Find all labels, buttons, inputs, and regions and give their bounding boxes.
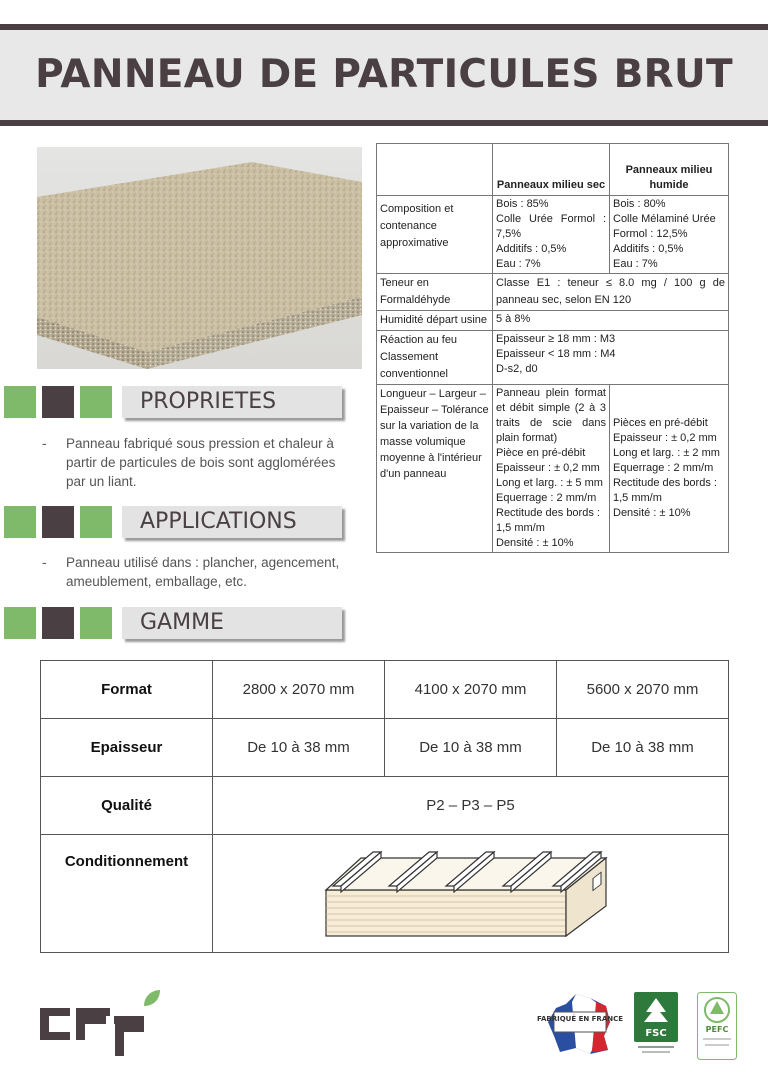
page-title: PANNEAU DE PARTICULES BRUT [35, 52, 733, 97]
conditionnement-illustration-cell [213, 835, 729, 953]
company-logo [40, 990, 160, 1058]
section-header-gamme [4, 607, 344, 641]
tolerance-humide-line: Equerrage : 2 mm/m Rectitude des bords : 1,5 mm/m [613, 462, 717, 504]
pefc-tree-icon [697, 992, 737, 1060]
cfp-logo-icon [40, 990, 160, 1058]
gamme-table [40, 660, 729, 953]
humidite-value: 5 à 8% [493, 311, 729, 331]
green-square-icon [80, 607, 112, 639]
composition-sec-line: Additifs : 0,5% [496, 243, 567, 255]
pallet-stack-illustration [321, 846, 621, 946]
green-square-icon [4, 607, 36, 639]
specifications-table [376, 143, 729, 553]
row-label-tolerance: Longueur – Largeur – Epaisseur – Tolérance sur la variation de la masse volumique moyenne à l'intérieur d'un panneau [377, 385, 493, 553]
qualite-value: P2 – P3 – P5 [213, 777, 729, 835]
pre-debit-title-sec: Pièce en pré-débit [496, 447, 586, 459]
spec-row-reaction [377, 331, 729, 385]
tolerance-sec-line: Long et larg. : ± 5 mm [496, 477, 603, 489]
spec-empty-corner [377, 144, 493, 196]
format-value: 5600 x 2070 mm [557, 661, 729, 719]
tolerance-humide-line: Epaisseur : ± 0,2 mm [613, 432, 717, 444]
pefc-text: PEFC [705, 1025, 729, 1034]
row-label-conditionnement: Conditionnement [41, 835, 213, 953]
pefc-badge [697, 992, 737, 1065]
dark-square-icon [42, 506, 74, 538]
applications-bullet [42, 553, 352, 591]
row-label-humidite: Humidité départ usine [377, 311, 493, 331]
composition-sec [493, 196, 610, 274]
green-square-icon [4, 506, 36, 538]
composition-sec-line: Eau : 7% [496, 258, 541, 270]
col-header-humide: Panneaux milieu humide [610, 144, 729, 196]
reaction-line: Epaisseur ≥ 18 mm : M3 [496, 333, 616, 345]
fsc-text: FSC [645, 1028, 667, 1039]
row-label-epaisseur: Epaisseur [41, 719, 213, 777]
spec-header-row [377, 144, 729, 196]
proprietes-bullet [42, 434, 352, 491]
reaction-values [493, 331, 729, 385]
tolerance-sec-line: Equerrage : 2 mm/m Rectitude des bords : 1,5 mm/m [496, 492, 600, 534]
green-square-icon [80, 386, 112, 418]
epaisseur-value: De 10 à 38 mm [557, 719, 729, 777]
epaisseur-value: De 10 à 38 mm [385, 719, 557, 777]
row-label-reaction: Réaction au feu Classement conventionnel [377, 331, 493, 385]
section-title-gamme: GAMME [122, 607, 342, 639]
section-header-proprietes [4, 386, 344, 420]
spec-row-tolerance [377, 385, 729, 553]
dark-square-icon [42, 607, 74, 639]
title-banner [0, 24, 768, 126]
fabrique-en-france-badge [536, 992, 624, 1061]
reaction-line: D-s2, d0 [496, 363, 538, 375]
spec-row-composition [377, 196, 729, 274]
fsc-tree-icon [634, 992, 678, 1060]
epaisseur-value: De 10 à 38 mm [213, 719, 385, 777]
section-title-applications: APPLICATIONS [122, 506, 342, 538]
spec-row-humidite [377, 311, 729, 331]
tolerance-humide-line: Long et larg. : ± 2 mm [613, 447, 720, 459]
green-square-icon [80, 506, 112, 538]
composition-humide-line: Colle Mélaminé Urée Formol : 12,5% [613, 213, 716, 240]
fabrique-text: FABRIQUÉ EN FRANCE [536, 1015, 624, 1023]
particle-board-image [37, 147, 362, 369]
bullet-dash: - [42, 555, 47, 570]
formaldehyde-value: Classe E1 : teneur ≤ 8.0 mg / 100 g de panneau sec, selon EN 120 [493, 274, 729, 311]
green-square-icon [4, 386, 36, 418]
col-header-sec: Panneaux milieu sec [493, 144, 610, 196]
composition-humide-line: Additifs : 0,5% [613, 243, 684, 255]
tolerance-humide [610, 385, 729, 553]
composition-sec-line: Bois : 85% [496, 198, 549, 210]
row-label-format: Format [41, 661, 213, 719]
row-label-formaldehyde: Teneur en Formaldéhyde [377, 274, 493, 311]
proprietes-text: Panneau fabriqué sous pression et chaleur à partir de particules de bois sont agglomérées par un liant. [66, 436, 336, 489]
reaction-line: Epaisseur < 18 mm : M4 [496, 348, 616, 360]
gamme-row-epaisseur [41, 719, 729, 777]
composition-humide [610, 196, 729, 274]
dark-square-icon [42, 386, 74, 418]
row-label-composition: Composition et contenance approximative [377, 196, 493, 274]
fsc-badge [634, 992, 678, 1065]
spec-row-formaldehyde [377, 274, 729, 311]
composition-humide-line: Eau : 7% [613, 258, 658, 270]
gamme-row-format [41, 661, 729, 719]
row-label-qualite: Qualité [41, 777, 213, 835]
tolerance-sec [493, 385, 610, 553]
product-photo [37, 147, 362, 369]
composition-sec-line: Colle Urée Formol : 7,5% [496, 213, 606, 240]
tolerance-sec-line: Epaisseur : ± 0,2 mm [496, 462, 600, 474]
tolerance-sec-line: Densité : ± 10% [496, 537, 574, 549]
format-value: 4100 x 2070 mm [385, 661, 557, 719]
bullet-dash: - [42, 436, 47, 451]
tolerance-humide-line: Densité : ± 10% [613, 507, 691, 519]
section-header-applications [4, 506, 344, 540]
pre-debit-title-humide: Pièces en pré-débit [613, 417, 708, 429]
format-value: 2800 x 2070 mm [213, 661, 385, 719]
gamme-row-qualite [41, 777, 729, 835]
applications-text: Panneau utilisé dans : plancher, agencement, ameublement, emballage, etc. [66, 555, 340, 589]
gamme-row-conditionnement [41, 835, 729, 953]
france-map-icon [536, 992, 624, 1056]
section-title-proprietes: PROPRIETES [122, 386, 342, 418]
composition-humide-line: Bois : 80% [613, 198, 666, 210]
plein-format-text: Panneau plein format et débit simple (2 à 3 traits de scie dans plain format) [496, 387, 606, 444]
